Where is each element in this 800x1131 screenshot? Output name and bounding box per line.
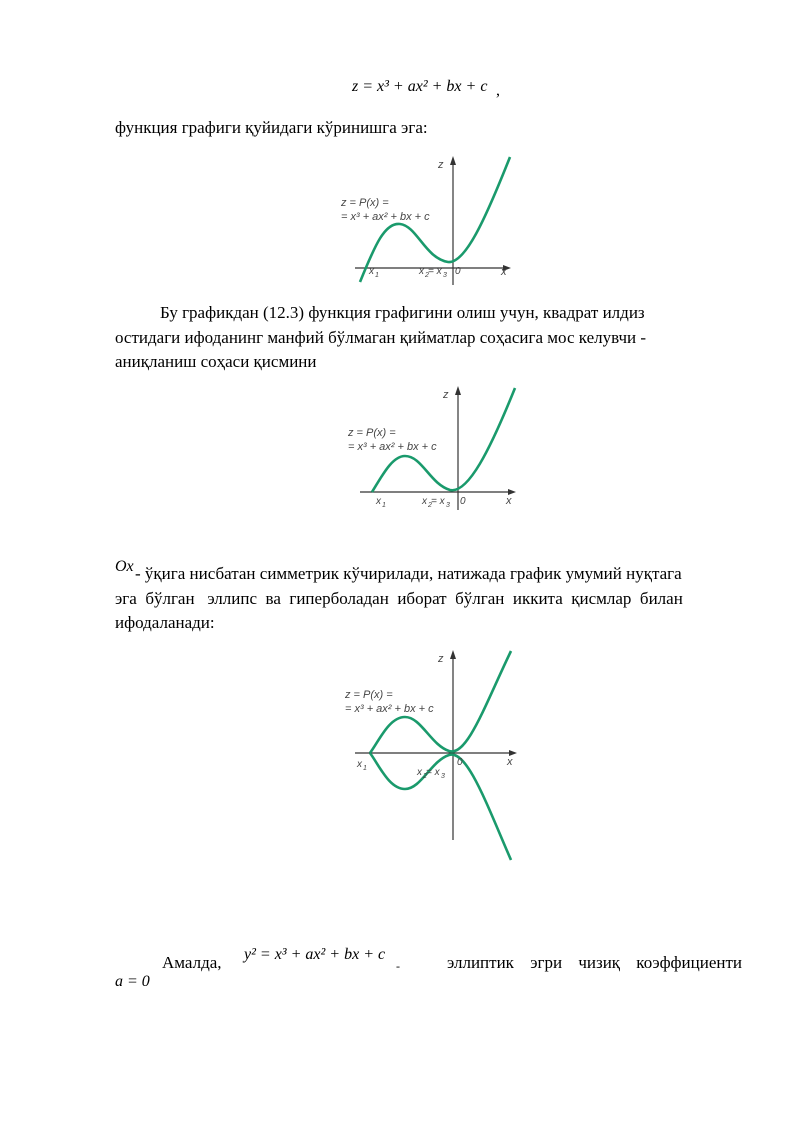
lower-curve bbox=[370, 753, 511, 860]
x3-sub: 3 bbox=[443, 272, 447, 279]
x1-label: x bbox=[357, 759, 362, 770]
z-axis-arrow bbox=[455, 386, 461, 395]
x3-label: = x bbox=[426, 767, 440, 778]
x2-label: x bbox=[419, 266, 424, 277]
x2-sub: 2 bbox=[423, 773, 427, 780]
x1-sub: 1 bbox=[375, 272, 379, 279]
fn-label-line2: = x³ + ax² + bx + c bbox=[341, 211, 430, 223]
x1-label: x bbox=[376, 496, 381, 507]
x-axis-label: x bbox=[506, 495, 512, 507]
formula-comma bbox=[496, 82, 500, 100]
x3-sub: 3 bbox=[441, 773, 445, 780]
x3-label: = x bbox=[431, 496, 445, 507]
x-axis-label: x bbox=[507, 756, 513, 768]
x3-label: = x bbox=[428, 266, 442, 277]
x2-sub: 2 bbox=[428, 502, 432, 509]
paragraph-3 bbox=[115, 562, 742, 636]
x2-label: x bbox=[417, 767, 422, 778]
origin-label: 0 bbox=[455, 266, 461, 277]
x3-sub: 3 bbox=[446, 502, 450, 509]
intro-line-text: функция графиги қуйидаги кўринишга эга: bbox=[115, 118, 428, 137]
last-line-dash bbox=[396, 954, 400, 979]
last-line-tail-text: эллиптик эгри чизиқ коэффициенти bbox=[447, 953, 742, 972]
figure-1-svg bbox=[335, 150, 525, 290]
paragraph-3-line-2: эга бўлган эллипс ва гиперболадан иборат бўлган иккита қисмлар билан bbox=[115, 588, 683, 608]
x1-sub: 1 bbox=[363, 765, 367, 772]
paragraph-2-line-3: аниқланиш соҳаси қисмини bbox=[115, 352, 317, 371]
fn-label-line2: = x³ + ax² + bx + c bbox=[345, 703, 434, 715]
formula-y2 bbox=[244, 946, 385, 964]
last-line-lead-text: Амалда, bbox=[162, 953, 222, 972]
x1-sub: 1 bbox=[382, 502, 386, 509]
fn-label-line1: z = P(x) = bbox=[341, 197, 389, 209]
last-line-lead bbox=[162, 951, 222, 976]
paragraph-2-line-1: Бу графикдан (12.3) функция графигини олиш учун, квадрат илдиз bbox=[160, 303, 645, 322]
paragraph-2-line-2: остидаги ифоданинг манфий бўлмаган қийматлар соҳасига мос келувчи - bbox=[115, 327, 647, 347]
figure-2-svg bbox=[340, 380, 530, 520]
origin-label: 0 bbox=[460, 496, 466, 507]
formula-z bbox=[352, 78, 487, 96]
paragraph-3-line-3: ифодаланади: bbox=[115, 613, 215, 632]
paragraph-2 bbox=[115, 301, 705, 375]
ox-label-text: Ox bbox=[115, 558, 134, 575]
formula-comma-text: , bbox=[496, 82, 500, 99]
last-line-dash-text: - bbox=[396, 959, 400, 973]
fn-label-line1: z = P(x) = bbox=[348, 427, 396, 439]
figure-3-svg bbox=[335, 645, 530, 865]
fn-label-line1: z = P(x) = bbox=[345, 689, 393, 701]
cubic-curve bbox=[372, 388, 515, 492]
fn-label-line2: = x³ + ax² + bx + c bbox=[348, 441, 437, 453]
origin-label: 0 bbox=[457, 757, 463, 768]
z-axis-label: z bbox=[443, 389, 449, 401]
x2-sub: 2 bbox=[425, 272, 429, 279]
upper-curve bbox=[370, 651, 511, 753]
x-axis-label: x bbox=[501, 266, 507, 278]
x1-label: x bbox=[369, 266, 374, 277]
formula-y2-text: y² = x³ + ax² + bx + c bbox=[244, 946, 386, 963]
a-zero-text: a = 0 bbox=[115, 973, 150, 990]
z-axis-arrow bbox=[450, 650, 456, 659]
intro-line bbox=[115, 116, 428, 141]
paragraph-3-line-1: - ўқига нисбатан симметрик кўчирилади, натижада график умумий нуқтага bbox=[135, 564, 682, 583]
figure-3 bbox=[335, 645, 530, 865]
a-zero bbox=[115, 973, 150, 991]
last-line-tail bbox=[447, 951, 742, 976]
z-axis-label: z bbox=[438, 159, 444, 171]
figure-2 bbox=[340, 380, 530, 520]
z-axis-arrow bbox=[450, 156, 456, 165]
z-axis-label: z bbox=[438, 653, 444, 665]
figure-1 bbox=[335, 150, 525, 290]
formula-z-text: z = x³ + ax² + bx + c bbox=[352, 78, 488, 95]
x2-label: x bbox=[422, 496, 427, 507]
